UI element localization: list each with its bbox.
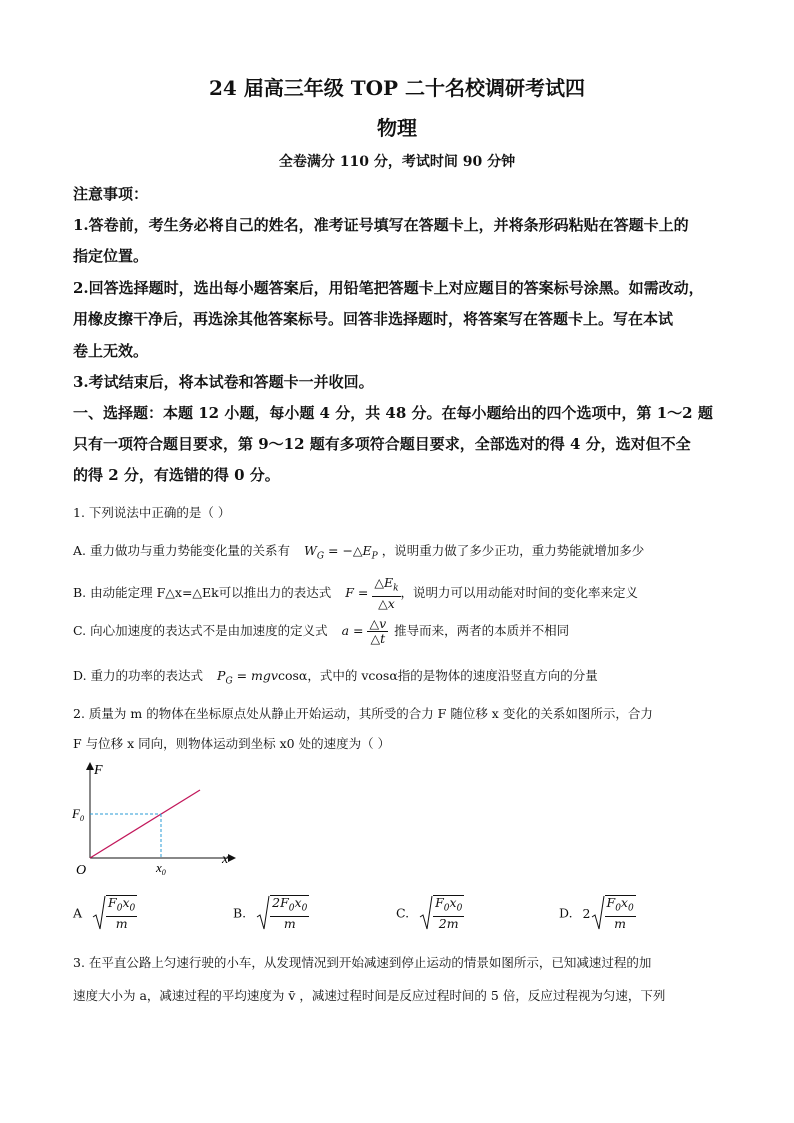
notes-heading: 注意事项： [73, 185, 149, 203]
q2-line-1: 2. 质量为 m 的物体在坐标原点处从静止开始运动，其所受的合力 F 随位移 x 变化的关系如图所示，合力 [73, 706, 653, 721]
q2-force-graph [68, 756, 248, 881]
sqrt-icon [256, 895, 270, 931]
sqrt-icon [92, 895, 106, 931]
q1-d-formula: $P_G$ = mgv [217, 668, 278, 687]
exam-info: 全卷满分 110 分，考试时间 90 分钟 [278, 154, 516, 170]
q2-d-formula: 2 $\frac{F_0x_0}{m}$ [582, 895, 634, 931]
q3-line-1: 3. 在平直公路上匀速行驶的小车，从发现情况到开始减速到停止运动的情景如图所示，已知减速过程的加 [73, 955, 652, 970]
section-line-2: 只有一项符合题目要求，第 9～12 题有多项符合题目要求，全部选对的得 4 分，选对但不全 [73, 435, 691, 453]
x-axis-label: x [222, 852, 229, 867]
q3-line-2: 速度大小为 a，减速过程的平均速度为 v̄ ，减速过程时间是反应过程时间的 5 倍，反应过程视为匀速，下列 [73, 988, 666, 1003]
q1-c-fraction: $\frac{\triangle v}{\triangle t}$ [369, 616, 387, 646]
sqrt-icon [419, 895, 433, 931]
q2-a-letter: A [73, 905, 83, 921]
q1-a-formula: $W_G$ = $-\triangle E_P$ [303, 543, 378, 562]
f0-label: $F_0$ [72, 806, 84, 823]
q1-c-pre: C. 向心加速度的表达式不是由加速度的定义式 [73, 623, 328, 638]
subject-title: 物理 [377, 116, 417, 140]
x-axis-arrow [228, 854, 236, 862]
q1-option-c [73, 617, 569, 646]
q2-option-b [233, 895, 309, 931]
q1-b-fraction: $\frac{\triangle E_k}{\triangle x}$ [374, 575, 399, 611]
q1-option-d: D. 重力的功率的表达式 $P_G = mgvcos\alpha$，式中的 vcosα指的是物体的速度沿竖直方向的分量 [73, 668, 598, 687]
note-2-line-1: 2.回答选择题时，选出每小题答案后，用铅笔把答题卡上对应题目的答案标号涂黑。如需改动， [73, 279, 704, 297]
q1-option-b [73, 576, 638, 611]
q2-c-formula: $\frac{F_0x_0}{2m}$ [419, 895, 464, 931]
q1-b-post: ，说明力可以用动能对时间的变化率来定义 [400, 584, 639, 600]
q1-stem: 1. 下列说法中正确的是（ ） [73, 505, 231, 520]
x0-label: $x_0$ [156, 860, 166, 877]
note-2-line-3: 卷上无效。 [73, 342, 149, 360]
q1-d-post: ，式中的 vcosα指的是物体的速度沿竖直方向的分量 [307, 668, 598, 683]
sqrt-icon [591, 895, 605, 931]
q2-a-formula: $\frac{F_0x_0}{m}$ [92, 895, 137, 931]
q1-c-post: 推导而来，两者的本质并不相同 [394, 623, 570, 638]
q2-d-coef: 2 [582, 905, 591, 921]
q2-option-a [73, 895, 137, 931]
q1-a-post: ，说明重力做了多少正功，重力势能就增加多少 [381, 543, 645, 558]
y-axis-label: F [94, 763, 103, 778]
q2-d-letter: D. [559, 905, 573, 921]
q1-option-a [73, 541, 644, 562]
note-2-line-2: 用橡皮擦干净后，再选涂其他答案标号。回答非选择题时，将答案写在答题卡上。写在本试 [73, 310, 674, 328]
q2-b-formula: $\frac{2F_0x_0}{m}$ [256, 895, 309, 931]
q2-line-2: F 与位移 x 同向，则物体运动到坐标 x0 处的速度为（ ） [73, 736, 391, 751]
q2-option-d [559, 895, 636, 931]
note-3: 3.考试结束后，将本试卷和答题卡一并收回。 [73, 373, 374, 391]
force-line [90, 790, 200, 858]
q1-d-pre: D. 重力的功率的表达式 [73, 668, 204, 683]
q1-c-formula: a = [341, 623, 364, 638]
section-line-1: 一、选择题：本题 12 小题，每小题 4 分，共 48 分。在每小题给出的四个选项中，第 1～2 题 [73, 404, 713, 422]
origin-label: O [76, 863, 87, 878]
y-axis-arrow [86, 762, 94, 770]
exam-title: 24 届高三年级 TOP 二十名校调研考试四 [208, 76, 586, 100]
note-1-line-2: 指定位置。 [73, 247, 149, 265]
q1-a-pre: A. 重力做功与重力势能变化量的关系有 [73, 543, 290, 558]
note-1-line-1: 1.答卷前，考生务必将自己的姓名，准考证号填写在答题卡上，并将条形码粘贴在答题卡上的 [73, 216, 689, 234]
q1-b-pre: B. 由动能定理 F△x=△Ek可以推出力的表达式 [73, 584, 332, 600]
q2-c-letter: C. [396, 905, 410, 921]
q1-b-formula: F = [345, 584, 369, 600]
q2-option-c [396, 895, 464, 931]
section-line-3: 的得 2 分，有选错的得 0 分。 [73, 466, 280, 484]
q2-b-letter: B. [233, 905, 247, 921]
